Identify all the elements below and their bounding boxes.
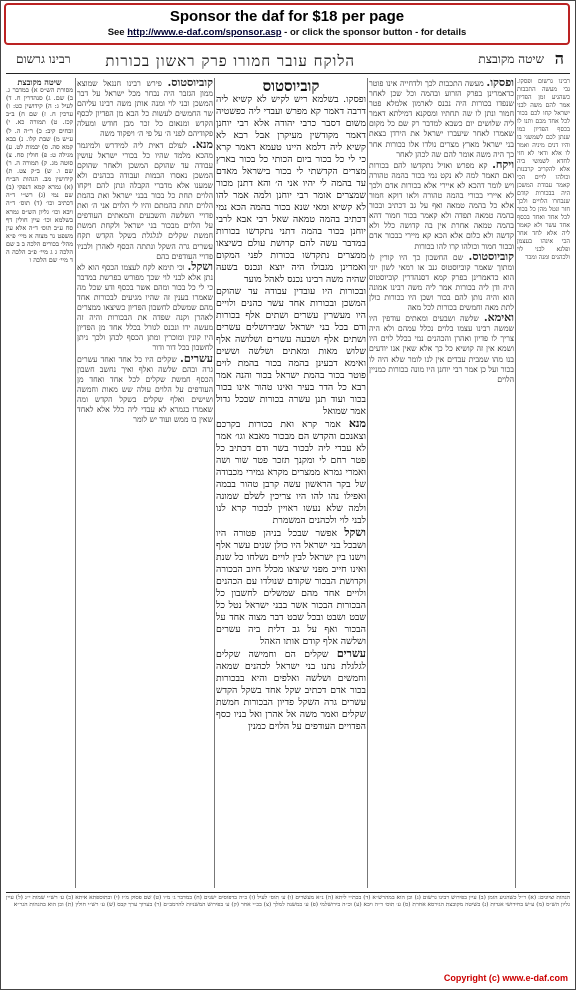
tosafot-column <box>77 78 213 888</box>
sponsor-title: Sponsor the daf for $18 per page <box>169 8 405 25</box>
sponsor-prefix: See <box>107 27 128 38</box>
rashi-dibbur: קוביוסטוס. <box>468 249 514 263</box>
rashi-column <box>369 78 514 888</box>
sponsor-details <box>6 27 568 38</box>
page-header <box>6 49 570 71</box>
tosafot-text: פירש רבינו חננאל שמוצא ממון הגזבר היה נבחר מכל ישראל על דבר המשכן ובני לוי ומנה אותן משה רבינו עליהם שר החמשים לעשות כל הבא מן הפדיון לכסף הקדש ומנאום כל זכר מבן חודש ומעלה פקודיהם לפני ה׳ על פי ה׳ ויפקוד משה <box>77 79 213 139</box>
sponsor-banner[interactable] <box>4 3 570 45</box>
gemara-text: ופסקו. בשלמא ריש לקיש לא קשיא ליה דרבה דאמר קא מפרש ועבדי ליה כפשטיה משום דסבר כרבי יהודה אלא רבי יוחנן דאמר מקודשין מעיקרן אבל רבא לא קשיא ליה דלמא היינו טעמא דאמר קרא כי לי כל בכור ביום הכותי כל בכור בארץ מצרים הקדשתי לי בכור בישראל מאדם עד בהמה לי יהיו אני ה׳ והא דתנן מכור שמצרים אומר רבי יוחנן ולמה אמר להו לא קשיא ומאי שנא בכור בהמה הכא נמי דכתיב בהמה טמאה שאל רבי אבא לרבי יוחנן בכור בהמה דתני נתקדשו בכורות במדבר עשה להם קדושת עולם כשיצאו ממצרים נתקדשו בכורות לפני המקום ואמרינן מגבולו היה יוצא ונכנס בשעה שהיה משה רבינו נכנס לאהל מועד <box>216 94 366 285</box>
daf-number: ה <box>554 49 564 68</box>
column-divider <box>75 78 76 888</box>
bottom-notes-text: הגהות וציונים: (א) ר״ל כשהגיע הזמן (ב) עיין בפירוש רבינו גרשום (ג) וכן הוא במהרש״א (ד) בכת״י ליתא (ה) נ״א מעשרים (ו) ע׳ תוס׳ לעיל (ז) כ״ה בדפוסים ישנים (ח) במדבר ג׳ מ״ו (ט) שם פסוק מ״ז (י) ובתוספתא איתא (כ) ע׳ רש״י שמות י״ג (ל) עיין גליון הש״ס (מ) ע״ש בחידושי אגדות (נ) בשיטה מקובצת הגירסא אחרת (ס) ע׳ תוס׳ ד״ה ויבא (ע) וכ״ה בירושלמי (פ) ע׳ במשנה למלך (צ) בכ״י אחר (ק) ע׳ בפירוש המשניות להרמב״ם (ר) בערוך ערך קבס (ש) ע׳ רש״י חולין (ת) וכן הוא בהגהות הגר״א <box>6 895 570 909</box>
tosafot-text: שקלים היו כל אחד ואחד עשרים גרה ובהם שלשה ואלף ואיך נחשב חשבון הכסף חמשת שקלים לכל אחד ואחד מן העודפים על הלוים עולה שש מאות וחמשה ושישים ואלף שקלים בשקל הקדש ומה שאמרו בגמרא לא עבדי ליה כלל אלא לאחד שאין בו ממש ועוד יש לומר <box>77 354 213 425</box>
rashi-dibbur: ופסקו. <box>486 78 514 89</box>
tosafot-dibbur: קוביוסטוס. <box>167 78 213 89</box>
rashi-text: שלשה ושבעים ומאתים עודפין היו שמשה רבינו עצמו בלוים נכלל עמהם ולא היה צריך לו פדיון ואהרן והכהנים נמי בכלל לוים היו ושמא אין זה קושיא כל כך אלא שאין אנו יודעים בנו מהו שמבית עבדים אין לנו לומר שלא היה לו בכור ועל כן אמר רבי יוחנן היו מונה בכורות כמניין הלוים <box>369 314 514 384</box>
gemara-text: אפשר שבכל בניהן פטורה היו ושבכל בני ישראל היו כולן שנים עשר אלף וישנו בין ישראל לבין לויים נשלחו כל שנת ואינו חייב מפני שיצאו מכלל חיוב הבכורה וקדושת הבכור שקודם שנולדו עם הכהנים ולויים אחד מהם שמשלים לחשבון כל הבכורות הבכור אשר בבני ישראל נטל כל שבט ושבט ובכל שבט דבר מצוה אחד על הבכור ואף על גב דלית ביה עשרים ושלשה אלף קודם אותו האהל <box>216 528 366 647</box>
tosafot-text: לעולם דאית ליה למידרש ולמיגמר מהכא מלמד שהיו כל בכורי ישראל עושין עבודה עד שהוקם המשכן ולאחר שהוקם המשכן נאסרו הבמות ועבודה בכהנים ולא שמענו אלא מדברי הקבלה ונתן להם ויקחו הלוים תחת כל בכור בבני ישראל ואת בהמת הלוים תחת בהמתם והיו לי הלוים אני ה׳ ואת פדויי השלשה והשבעים והמאתים העודפים על הלוים מבכור בני ישראל ולקחת חמשת חמשת שקלים לגלגלת בשקל הקדש תקח עשרים גרה השקל ונתתה הכסף לאהרן ולבניו פדויי העודפים בהם <box>77 140 213 261</box>
left-margin-title: שיטה מקובצת <box>17 78 62 87</box>
rashi-text: שם החשבון כך היו קורין לו ומתוך שאמר קוביוסטוס גנב או רמאי לשון יוני הוא כדאמרינן בפרק קמא דסנהדרין קוביוסטוס היה ודן ליה בכורות אמר ליה משה רבינו אמונה הוא והיה נותן להם בכור ושכן היו בכורות כולן לתת מאה וחמשים בכורות לכל מאה <box>369 252 514 313</box>
rashi-heading: רבינו גרשום <box>16 52 71 66</box>
gemara-keyword: מנא <box>348 417 366 430</box>
gemara-text: ובכורות היו עובדין עבודה עד שהוקם המשכן ובכורות אחד עשר כהנים ולויים היו מעשרין עשרים ושתים אלף בכורות ודם בכל בני ישראל שבירושלים עשרים ושתים אלף ושבעה עשרים ושלושה אלף שלוש מאות ומאתים ושלשה וששים ואימא דבעינן בהמה בכור בהמת לוים פוטר בכור בהמת ישראל בכור והנה אמר רבא כל הדר בעיר ואינו טהור אינו בכור בכור ועוד תנן עשרה בכורות שבכל גדול אמר שמואל <box>216 286 366 417</box>
daf-heading: שיטה מקובצת <box>478 52 544 66</box>
copyright-link[interactable]: Copyright (c) www.e-daf.com <box>443 973 568 983</box>
tosafot-dibbur: עשרים. <box>180 351 213 365</box>
sponsor-link[interactable]: http://www.e-daf.com/sponsor.asp <box>127 27 282 38</box>
column-divider <box>367 78 368 888</box>
bottom-notes <box>6 892 570 968</box>
tosafot-dibbur: ושקל. <box>187 259 213 273</box>
rashi-dibbur: ויקח. <box>492 157 514 171</box>
right-margin-text: רבינו גרשום ופסקו. גבי מעשה התכבות כשהגיע זמן הפדיון אמר להם משה לבני ישראל קחו לכם בכור לכל אחד מכם ותנו לו בכסף הפדיון כמו שנתן לכם לשמשני בו והיו דנים מיניה ואמר לו אלא ודאי לא חזי לחדא לשמשי ביה אלא להקריב קרבנות וכולהו לויים הכי קאמר עבודת המשכן היה בבכורות קודם שנבחרו הלויים ולכך חזר ונטל מהן כל בכור לכל אחד ואחד בכסף אחד עשר ולא קאמר ליה אלא לחד אחר הכי אינהו בעצמן ופלגא לבני לוי ולכהנים ומנה ומכר <box>517 78 570 261</box>
right-margin-column <box>517 78 570 888</box>
rashi-text: קא מפרש ואזיל נתקדשו להם בכורות ואם תאמר למה לא נקט נמי בכור בהמה טהורה ויש לומר דהכא לא איירי אלא בכורות אדם ולכך לא איירי בכורי בהמה טהורה ולאו דוקא חמור אלא כל בהמה טמאה ואף על גב דכתיב ובכור בהמה טמאה תפדה ולא קאמר בכור חמור דהא בהמה טמאה אחרת אין בה קדושה כלל ולא קדשה ולא כלום אלא הכא קא מיירי בבכור אדם ובכור חמור וכולהו קרו להו בכורות <box>369 160 514 251</box>
gemara-keyword: עשרים <box>336 647 366 660</box>
column-divider <box>515 78 516 888</box>
tosafot-text: וכי תימא לקח לעצמו הכסף הוא לא נתן אלא לבני לוי שכך מפורש בפרשת במדבר כי לי כל בכור ומהם אשר בכסף ודע שכל מה שאמרו בענין זה שהיו מגיעים לבכורות אחד מהם שמשלם לחשבון הפדיון כשיצאו ממצרים לאהרן וקנה שפדה את הבכורות והיה זה מעשה ידו ונכנס לגורל בכלל אחד מן הפדיון היו קונין ומוכרין ומתן הכסף לכהן ולכך ניתן לחשבון בכל דור ודור <box>77 262 213 353</box>
gemara-text: שקלים הם וחמישה שקלים לגלגלת נתנו בני ישראל לכהנים שמאה וחמשים ושלשה ואלפים והיא בבכורות בכור אדם דכתיב שקל אחד בשקל הקדש עשרים גרה השקל פדיון הבכורות חמשת שקלים ואמר משה אל אהרן ואל בניו כסף הפדויים העודפים על הלוים כמנין <box>216 649 366 732</box>
sponsor-suffix: - or click the sponsor button - for details <box>281 27 467 38</box>
gemara-heading-word: קוביוסטוס <box>262 78 320 95</box>
gemara-text: אמר קרא ואת בכורות בקרכם וצאנכם והקדש הם מבכור מאבא וגו׳ אמר לא עבדי ליה לבכור בשר ודם דכתיב כל פטר רחם לי ומקנך תזכר פטר שור ושה ואמרי גמרא ממצרים מקרא גמירי מכבודה של בקר הראשון עשה קרבן טהור בבמה ואפילו נהו להו היו צריכין לשלם שמונה ולמה שלא נעשו ראויין לבכור קרא לנו לבני לוי ולכהנים המשמרת <box>216 419 366 526</box>
tosafot-dibbur: מנא. <box>191 137 213 151</box>
column-divider <box>214 78 215 888</box>
rashi-dibbur: ואימא. <box>483 311 514 325</box>
header-rule <box>6 73 570 74</box>
left-margin-column <box>6 78 73 888</box>
gemara-column <box>216 78 366 848</box>
gemara-keyword: ושקל <box>344 526 366 539</box>
chapter-title: הלוקח עובר חמורו פרק ראשון בכורות <box>105 52 355 70</box>
rashi-text: מעשה התכבות לכך ולדחייה אינו פוטר כדאמרינן בפרק הזרוע ובהמה וכל שכן לאחר שנפדו בכורות היה נכנס לארמון אלמלא פטר חמור ונתן לו שה תחתיו ומסקנא דמילתא דאמר ליה שלושים יום כשבא למדבר רק שם כל מקום שאמרו לאחר שיעברו ישראל את הירדן בצאת בני ישראל מארץ מצרים נולדו אלו בכורות אחר כך היה משה אומר להם שה לכהן לאחר <box>369 79 514 159</box>
left-margin-text: מסורת הש״ס א) במדבר ג. ב) שם. ג) סנהדרין ח. ד) לעיל ג: ה) קידושין כט: ו) ערכין ח. ז) שם ח) ב״ב קכז. ט) תמורה כא. י) זבחים קיב: כ) ר״ה ה. ל) ע״ש מ) שבת קלו. נ) בבא קמא סה. ס) יבמות לט. ע) מגילה ט: פ) חולין סח. צ) סוטה מג. ק) תמורה ה. ר) שם ו. ש) ב״ק צט. ת) קידושין מב. הגהות הב״ח (א) גמרא קמא דנפקי (ב) שם נמי (ג) רש״י ד״ה דכתיב וכו׳ (ד) תוס׳ ד״ה ויבא וכו׳ גליון הש״ס גמרא בשלמא וכו׳ עיין חולין דף סח ע״ב תוס׳ ד״ה אלא עין משפט נר מצוה א מיי׳ פ״א מהל׳ בכורים הלכה ב ב שם הלכה ג ג מיי׳ פ״ב הלכה ה ד מיי׳ שם הלכה ו <box>6 86 73 265</box>
